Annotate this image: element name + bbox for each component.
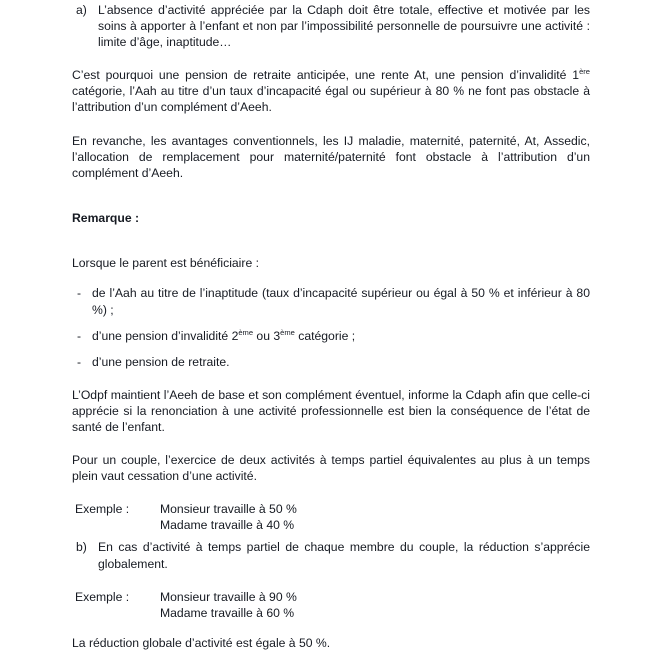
spacer: [72, 318, 590, 328]
list-item-text: [92, 328, 590, 344]
spacer: [72, 621, 590, 635]
spacer: [72, 344, 590, 354]
example-lines: [160, 501, 590, 533]
example-block-1: [72, 501, 590, 533]
lettered-item-a-text: L’absence d’activité appréciée par la Cdaph doit être totale, effective et motivée par les soins à apporter à l’enfant et non par l’impossibilité personnelle de poursuivre une activité : limite d’âge, inaptitude…: [98, 3, 590, 50]
list-item-text-part1: d’une pension d’invalidité 2: [92, 328, 239, 343]
spacer: [72, 484, 590, 501]
list-item-text-part2: ou 3: [253, 328, 281, 343]
list-marker-a: a): [76, 3, 87, 17]
paragraph-cest-pourquoi-part1: C’est pourquoi une pension de retraite anticipée, une rente At, une pension d’invalidité 1: [72, 68, 580, 83]
spacer: [72, 370, 590, 387]
paragraph-en-revanche: En revanche, les avantages conventionnels, les IJ maladie, maternité, paternité, At, Assedic, l’allocation de remplacement pour maternité/paternité font obstacle à l’attribution d’un complément d’Aeeh.: [72, 133, 590, 180]
list-marker-b: b): [76, 540, 87, 555]
example-line: Madame travaille à 40 %: [160, 518, 295, 533]
dash-bullet-icon: -: [77, 328, 82, 343]
spacer: [72, 572, 590, 589]
list-item-text: d’une pension de retraite.: [92, 354, 230, 369]
example-line: Madame travaille à 60 %: [160, 605, 295, 620]
lettered-item-b-text: En cas d’activité à temps partiel de chaque membre du couple, la réduction s’apprécie globalement.: [98, 540, 590, 571]
dash-bullet-icon: -: [77, 354, 82, 369]
example-line: Monsieur travaille à 50 %: [160, 502, 297, 517]
superscript-eme-2: ème: [280, 327, 295, 337]
example-line: Monsieur travaille à 90 %: [160, 589, 297, 604]
list-item: [72, 328, 590, 344]
example-block-2: [72, 589, 590, 621]
spacer: [72, 50, 590, 67]
paragraph-reduction-globale: La réduction globale d’activité est égale à 50 %.: [72, 635, 331, 650]
example-label: Exemple :: [75, 502, 130, 517]
list-item-text-part3: catégorie ;: [294, 328, 356, 343]
paragraph-odpf: L’Odpf maintient l’Aeeh de base et son complément éventuel, informe la Cdaph afin que celle-ci apprécie si la renonciation à une activité professionnelle est bien la conséquence de l’état de santé de l’enfant.: [72, 387, 590, 434]
spacer: [72, 238, 590, 255]
paragraph-cest-pourquoi-part2: catégorie, l’Aah au titre d’un taux d’incapacité égal ou supérieur à 80 % ne font pas obstacle à l’attribution d’un complément d’Aeeh.: [72, 84, 590, 115]
list-item: [72, 354, 590, 370]
paragraph-cest-pourquoi: [72, 67, 590, 115]
spacer: [72, 435, 590, 452]
superscript-eme-1: ème: [238, 327, 254, 337]
list-item-text: de l’Aah au titre de l’inaptitude (taux d’incapacité supérieur ou égal à 50 % et inférieur à 80 %) ;: [92, 286, 590, 317]
example-label: Exemple :: [75, 589, 130, 604]
superscript-ere: ère: [579, 67, 590, 77]
heading-remarque: Remarque :: [72, 211, 140, 226]
lettered-item-a: [72, 2, 590, 50]
paragraph-pour-un-couple: Pour un couple, l’exercice de deux activités à temps partiel équivalentes au plus à un temps plein vaut cessation d’une activité.: [72, 453, 590, 484]
lettered-item-b: [72, 539, 590, 571]
spacer: [72, 271, 590, 285]
dash-bullet-icon: -: [77, 286, 82, 301]
paragraph-lorsque: Lorsque le parent est bénéficiaire :: [72, 256, 259, 271]
list-item: [72, 285, 590, 317]
spacer: [72, 181, 590, 198]
spacer: [72, 116, 590, 133]
example-lines: [160, 589, 590, 621]
